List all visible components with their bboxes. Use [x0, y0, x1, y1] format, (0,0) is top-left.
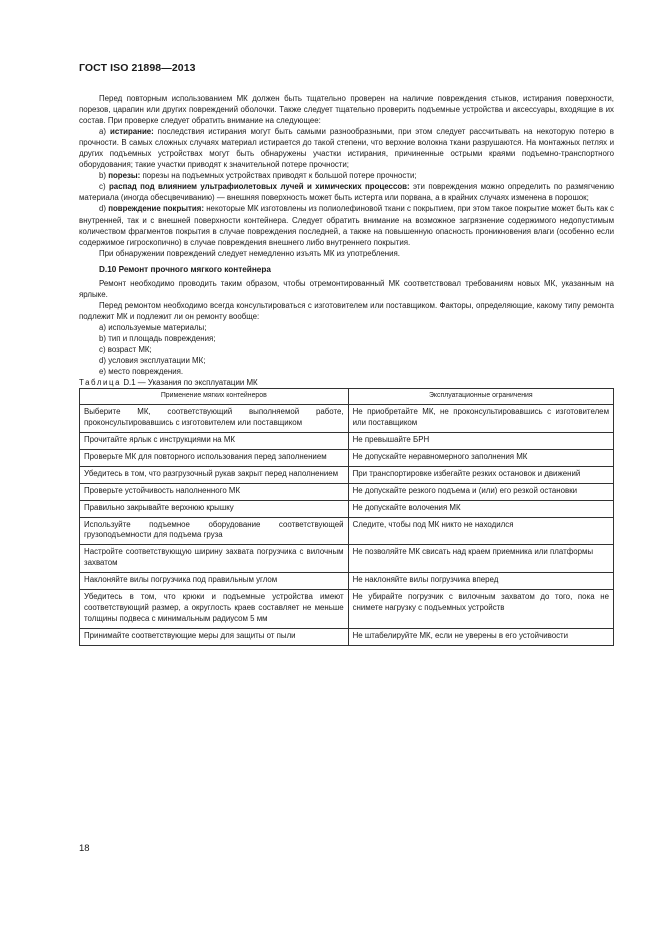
table-cell: Принимайте соответствующие меры для защиты от пыли [80, 628, 349, 645]
item-d-term: повреждение покрытия: [108, 204, 204, 214]
table-cell: Наклоняйте вилы погрузчика под правильным углом [80, 573, 349, 590]
table-cell: Настройте соответствующую ширину захвата погрузчика с вилочным захватом [80, 545, 349, 573]
table-header-row [80, 389, 614, 405]
table-cell: Убедитесь в том, что крюки и подъемные устройства имеют соответствующий размер, а округлость краев составляет не меньше толщины подвеса с минимальным радиусом 5 мм [80, 590, 349, 629]
table-cell: Используйте подъемное оборудование соответствующей грузоподъемности для подъема груза [80, 517, 349, 545]
table-cell: Не наклоняйте вилы погрузчика вперед [348, 573, 613, 590]
item-d-text: некоторые МК изготовлены из полиолефиновой ткани с покрытием, при этом такое покрытие может быть как с внутренней, так и с внешней поверхности контейнера. Следует обратить внимание на возможное загрязнение содержимого недопустимым количеством фрагментов покрытия в случае повреждения последней, а также на повышенную опасность проникновения влаги (особенно если содержимое гигроскопично) в случае повреждения внешнего либо внутреннего покрытия. [79, 204, 614, 247]
section-title: D.10 Ремонт прочного мягкого контейнера [99, 264, 271, 274]
table-cell: При транспортировке избегайте резких остановок и движений [348, 466, 613, 483]
table-row [80, 573, 614, 590]
table-cell: Не допускайте волочения МК [348, 500, 613, 517]
table-row [80, 628, 614, 645]
item-a-text: последствия истирания могут быть самыми разнообразными, при этом следует рассчитывать на некоторую потерю в прочности. В самых сложных случаях материал истирается до такой степени, что верхние волокна ткани разрушаются. На монтажных петлях и других подъемных устройствах могут быть обнаружены участки истирания, причиненные острыми краями подъемно-транспортного оборудования; такие участки приводят к значительной потере прочности; [79, 127, 614, 170]
table-cell: Выберите МК, соответствующий выполняемой работе, проконсультировавшись с изготовителем или поставщиком [80, 405, 349, 433]
table-caption-text: D.1 — Указания по эксплуатации МК [121, 378, 258, 388]
repair-paragraph-1: Ремонт необходимо проводить таким образом, чтобы отремонтированный МК соответствовал требованиям новых МК, указанным на ярлыке. [79, 278, 614, 299]
table-cell: Не приобретайте МК, не проконсультировавшись с изготовителем или поставщиком [348, 405, 613, 433]
table-row [80, 433, 614, 450]
table-cell: Правильно закрывайте верхнюю крышку [80, 500, 349, 517]
table-row [80, 500, 614, 517]
document-header: ГОСТ ISO 21898—2013 [79, 62, 196, 74]
operating-guidelines-table [79, 388, 614, 646]
item-c [79, 181, 614, 203]
table-cell: Прочитайте ярлык с инструкциями на МК [80, 433, 349, 450]
table-row [80, 449, 614, 466]
item-d [79, 203, 614, 247]
item-b-text: порезы на подъемных устройствах приводят к большой потере прочности; [140, 171, 417, 181]
table-cell: Не превышайте БРН [348, 433, 613, 450]
table-cell: Проверьте устойчивость наполненного МК [80, 483, 349, 500]
item-a-term: истирание: [110, 127, 154, 137]
table-row [80, 590, 614, 629]
table-header-cell: Эксплуатационные ограничения [348, 389, 613, 405]
item-a-prefix: а) [99, 127, 111, 137]
item-b-prefix: b) [99, 171, 109, 181]
table-cell: Не допускайте резкого подъема и (или) его резкой остановки [348, 483, 613, 500]
table-cell: Не допускайте неравномерного заполнения МК [348, 449, 613, 466]
inspection-intro: Перед повторным использованием МК должен быть тщательно проверен на наличие повреждения стыков, истирания поверхности, порезов, царапин или других повреждений оболочки. Также следует тщательно проверить подъемные устройства и аксессуары, входящие в их состав. При проверке следует обратить внимание на следующее: [79, 94, 614, 126]
table-cell: Следите, чтобы под МК никто не находился [348, 517, 613, 545]
list-item: с) возраст МК; [99, 345, 152, 355]
table-row [80, 545, 614, 573]
table-cell: Не позволяйте МК свисать над краем приемника или платформы [348, 545, 613, 573]
repair-paragraph-2: Перед ремонтом необходимо всегда консультироваться с изготовителем или поставщиком. Факторы, определяющие, какому типу ремонта подлежит МК и подлежит ли он ремонту вообще: [79, 300, 614, 321]
table-cell: Не штабелируйте МК, если не уверены в его устойчивости [348, 628, 613, 645]
list-item: b) тип и площадь повреждения; [99, 333, 216, 343]
item-c-text: эти повреждения можно определить по размягчению материала (иногда обесцвечиванию) — внешняя поверхность может быть истерта или порвана, а в крайних случаях изменена в порошок; [79, 182, 615, 203]
page-number: 18 [79, 843, 90, 854]
table-caption-label: Таблица [79, 378, 122, 388]
item-c-prefix: с) [99, 182, 109, 192]
item-b [79, 170, 614, 181]
table-row [80, 405, 614, 433]
table-cell: Убедитесь в том, что разгрузочный рукав закрыт перед наполнением [80, 466, 349, 483]
item-d-prefix: d) [99, 204, 109, 214]
document-body [79, 93, 614, 646]
table-row [80, 517, 614, 545]
table-caption [79, 377, 614, 388]
list-item: е) место повреждения. [99, 367, 184, 377]
table-cell: Проверьте МК для повторного использования перед заполнением [80, 449, 349, 466]
table-row [80, 466, 614, 483]
list-item: а) используемые материалы; [99, 322, 207, 332]
item-c-term: распад под влиянием ультрафиолетовых лучей и химических процессов: [108, 182, 410, 192]
list-item: d) условия эксплуатации МК; [99, 356, 206, 366]
item-b-term: порезы: [108, 171, 141, 181]
item-a [79, 126, 614, 170]
damage-conclusion: При обнаружении повреждений следует немедленно изъять МК из употребления. [99, 248, 400, 258]
table-cell: Не убирайте погрузчик с вилочным захватом до того, пока не снимете нагрузку с подъемных устройств [348, 590, 613, 629]
table-header-cell: Применение мягких контейнеров [80, 389, 349, 405]
table-row [80, 483, 614, 500]
